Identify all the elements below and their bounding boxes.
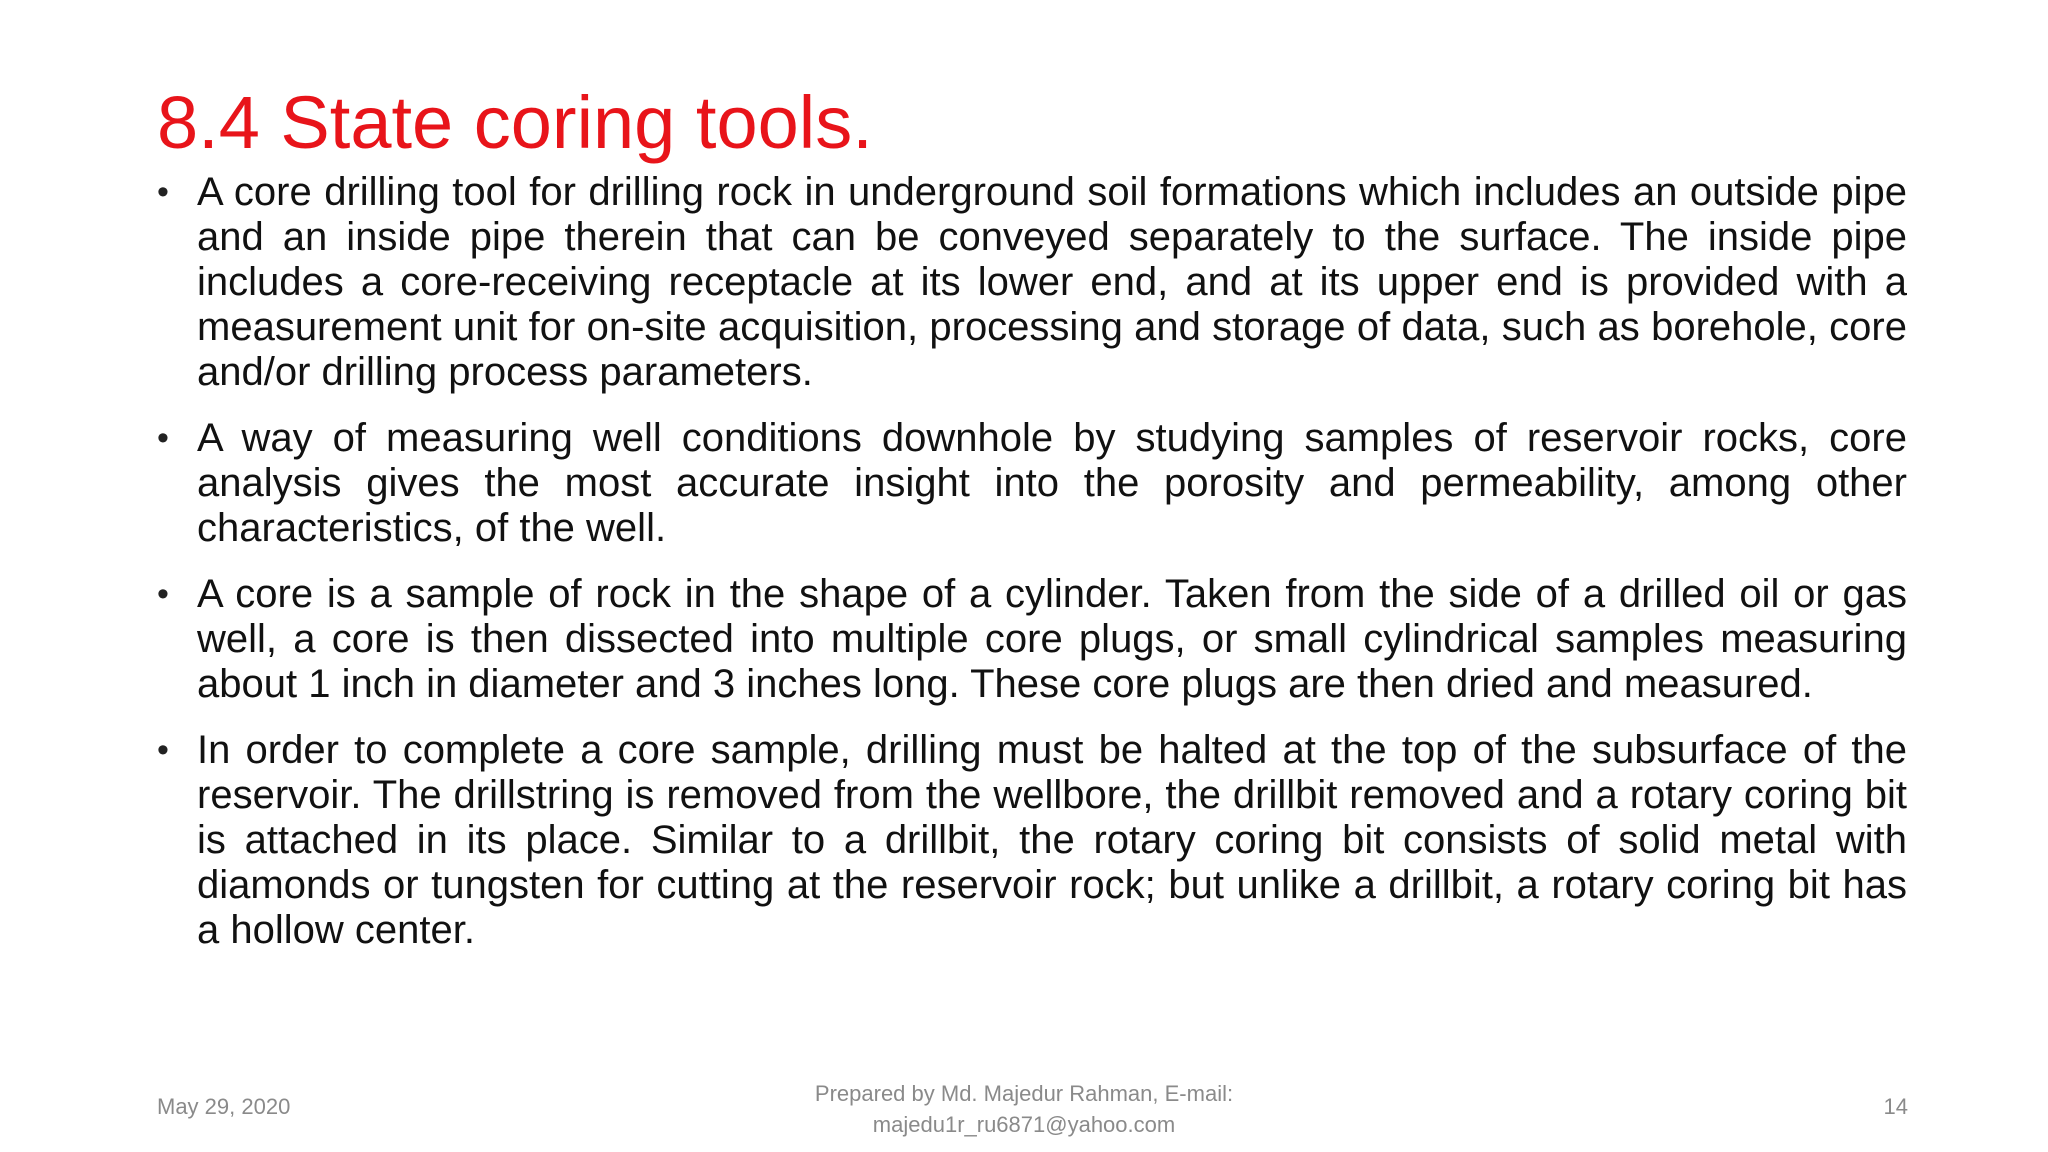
bullet-marker: • (157, 575, 169, 613)
footer-date: May 29, 2020 (157, 1094, 291, 1119)
bullet-text: A core drilling tool for drilling rock in underground soil formations which includes an outside pipe and an inside pipe therein that can be conveyed separately to the surface. The inside pipe includes a core-receiving receptacle at its lower end, and at its upper end is provided with a measurement unit for on-site acquisition, processing and storage of data, such as borehole, core and/or drilling process parameters. (197, 170, 1907, 394)
bullet-item-2 (157, 416, 1907, 551)
bullet-marker: • (157, 173, 169, 211)
bullet-list (157, 170, 1907, 974)
bullet-item-4 (157, 728, 1907, 953)
footer-author-line-2: majedu1r_ru6871@yahoo.com (872, 1112, 1176, 1137)
bullet-item-1 (157, 170, 1907, 395)
slide-number: 14 (1883, 1094, 1908, 1119)
footer-author-line-1: Prepared by Md. Majedur Rahman, E-mail: (814, 1081, 1234, 1106)
bullet-text: A way of measuring well conditions downhole by studying samples of reservoir rocks, core analysis gives the most accurate insight into the porosity and permeability, among other characteristics, of the well. (197, 416, 1907, 550)
bullet-text: In order to complete a core sample, drilling must be halted at the top of the subsurface of the reservoir. The drillstring is removed from the wellbore, the drillbit removed and a rotary coring bit is attached in its place. Similar to a drillbit, the rotary coring bit consists of solid metal with diamonds or tungsten for cutting at the reservoir rock; but unlike a drillbit, a rotary coring bit has a hollow center. (197, 728, 1907, 952)
bullet-text: A core is a sample of rock in the shape of a cylinder. Taken from the side of a drilled oil or gas well, a core is then dissected into multiple core plugs, or small cylindrical samples measuring about 1 inch in diameter and 3 inches long. These core plugs are then dried and measured. (197, 572, 1907, 706)
bullet-marker: • (157, 419, 169, 457)
bullet-item-3 (157, 572, 1907, 707)
footer-author (724, 1078, 1324, 1140)
bullet-marker: • (157, 731, 169, 769)
slide-title: 8.4 State coring tools. (157, 81, 873, 164)
